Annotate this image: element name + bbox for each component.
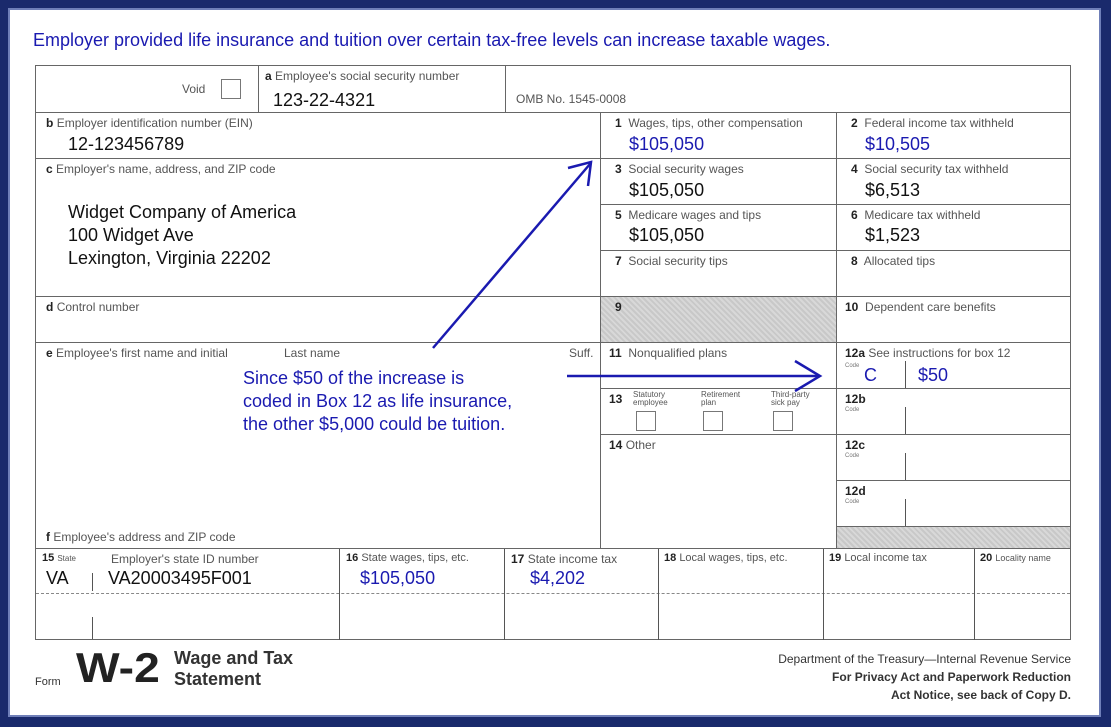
box-label: See instructions for box 12 (868, 346, 1011, 360)
title-line: Wage and Tax (174, 648, 294, 668)
retirement-label: Retirement plan (701, 390, 741, 407)
box-label: Employee's first name and initial (56, 346, 228, 360)
box-label: Allocated tips (863, 254, 936, 268)
code-label: Code (845, 453, 860, 459)
box-number: e (46, 346, 53, 360)
box-number: a (265, 69, 272, 83)
box-number: 12b (845, 392, 866, 406)
employer-name: Widget Company of America (68, 202, 297, 222)
box-number: 6 (851, 208, 858, 222)
box-label: Local income tax (844, 552, 927, 564)
box-label: State (57, 554, 76, 563)
box-number: d (46, 300, 54, 314)
box-12a-amount: $50 (918, 365, 949, 385)
box-number: 20 (980, 552, 993, 564)
omb-number: OMB No. 1545-0008 (516, 92, 627, 106)
dept-text: Department of the Treasury—Internal Revenue Service (778, 652, 1071, 666)
ssn-value: 123-22-4321 (273, 90, 376, 110)
suffix-label: Suff. (569, 346, 594, 360)
state-value: VA (46, 568, 69, 588)
statutory-label: Statutory employee (633, 390, 668, 407)
box-label: Social security tips (628, 254, 728, 268)
box-number: 2 (851, 116, 858, 130)
box-label: State wages, tips, etc. (361, 552, 469, 564)
box-value: $6,513 (865, 180, 921, 200)
box-number: 11 (609, 346, 622, 360)
box-number: 13 (609, 392, 623, 406)
box-number: 3 (615, 162, 622, 176)
state-id-label: Employer's state ID number (111, 552, 259, 566)
box-12a-code: C (864, 365, 877, 385)
box-value: $105,050 (629, 134, 705, 154)
code-label: Code (845, 499, 860, 505)
box-label: Dependent care benefits (865, 300, 996, 314)
third-party-label: Third-party sick pay (771, 390, 810, 407)
box-17-value: $4,202 (530, 568, 586, 588)
box-label: Social security wages (628, 162, 744, 176)
box-label: Locality name (995, 553, 1051, 563)
box-value: $105,050 (629, 225, 705, 245)
box-number: 4 (851, 162, 858, 176)
code-label: Code (845, 363, 860, 369)
box-label: Medicare wages and tips (628, 208, 762, 222)
box-label: Wages, tips, other compensation (628, 116, 803, 130)
box-label: Nonqualified plans (628, 346, 728, 360)
box-number: 19 (829, 552, 842, 564)
box-number: 9 (615, 300, 622, 314)
annotation-line: the other $5,000 could be tuition. (243, 414, 506, 434)
box-number: b (46, 116, 54, 130)
box-number: 17 (511, 552, 525, 566)
void-label: Void (182, 82, 206, 96)
last-name-label: Last name (284, 346, 341, 360)
annotation-line: coded in Box 12 as life insurance, (243, 391, 513, 411)
box-number: 10 (845, 300, 859, 314)
box-number: 16 (346, 552, 359, 564)
box-number: 15 (42, 552, 55, 564)
privacy-text: For Privacy Act and Paperwork Reduction (832, 670, 1071, 684)
box-label: State income tax (527, 552, 618, 566)
box-label: Employer identification number (EIN) (56, 116, 253, 130)
box-number: 1 (615, 116, 622, 130)
title-line: Statement (174, 669, 262, 689)
box-number: 12c (845, 438, 866, 452)
box-value: $10,505 (865, 134, 931, 154)
box-label: Social security tax withheld (864, 162, 1009, 176)
code-label: Code (845, 407, 860, 413)
box-number: 18 (664, 552, 677, 564)
box-number: 8 (851, 254, 858, 268)
privacy-text: Act Notice, see back of Copy D. (890, 688, 1071, 702)
form-name: W-2 (76, 644, 160, 691)
employer-street: 100 Widget Ave (68, 225, 194, 245)
box-label: Medicare tax withheld (864, 208, 981, 222)
box-label: Federal income tax withheld (864, 116, 1014, 130)
ein-value: 12-123456789 (68, 134, 185, 154)
box-value: $105,050 (629, 180, 705, 200)
box-number: 12d (845, 484, 866, 498)
box-number: c (46, 162, 53, 176)
state-id-value: VA20003495F001 (108, 568, 252, 588)
arrow-to-box-1 (433, 164, 590, 348)
heading: Employer provided life insurance and tuition over certain tax-free levels can increase taxable wages. (33, 30, 831, 50)
box-label: Other (625, 438, 656, 452)
box-number: 7 (615, 254, 622, 268)
box-label: Local wages, tips, etc. (679, 552, 788, 564)
box-number: 5 (615, 208, 622, 222)
box-number: 14 (609, 438, 623, 452)
box-16-value: $105,050 (360, 568, 436, 588)
annotation-line: Since $50 of the increase is (243, 368, 465, 388)
box-label: Employee's social security number (275, 69, 460, 83)
box-label: Employer's name, address, and ZIP code (56, 162, 276, 176)
box-number: 12a (845, 346, 866, 360)
employer-city: Lexington, Virginia 22202 (68, 248, 271, 268)
form-word: Form (35, 676, 61, 688)
box-number: f (46, 530, 50, 544)
box-label: Control number (56, 300, 140, 314)
box-value: $1,523 (865, 225, 921, 245)
box-label: Employee's address and ZIP code (53, 530, 236, 544)
